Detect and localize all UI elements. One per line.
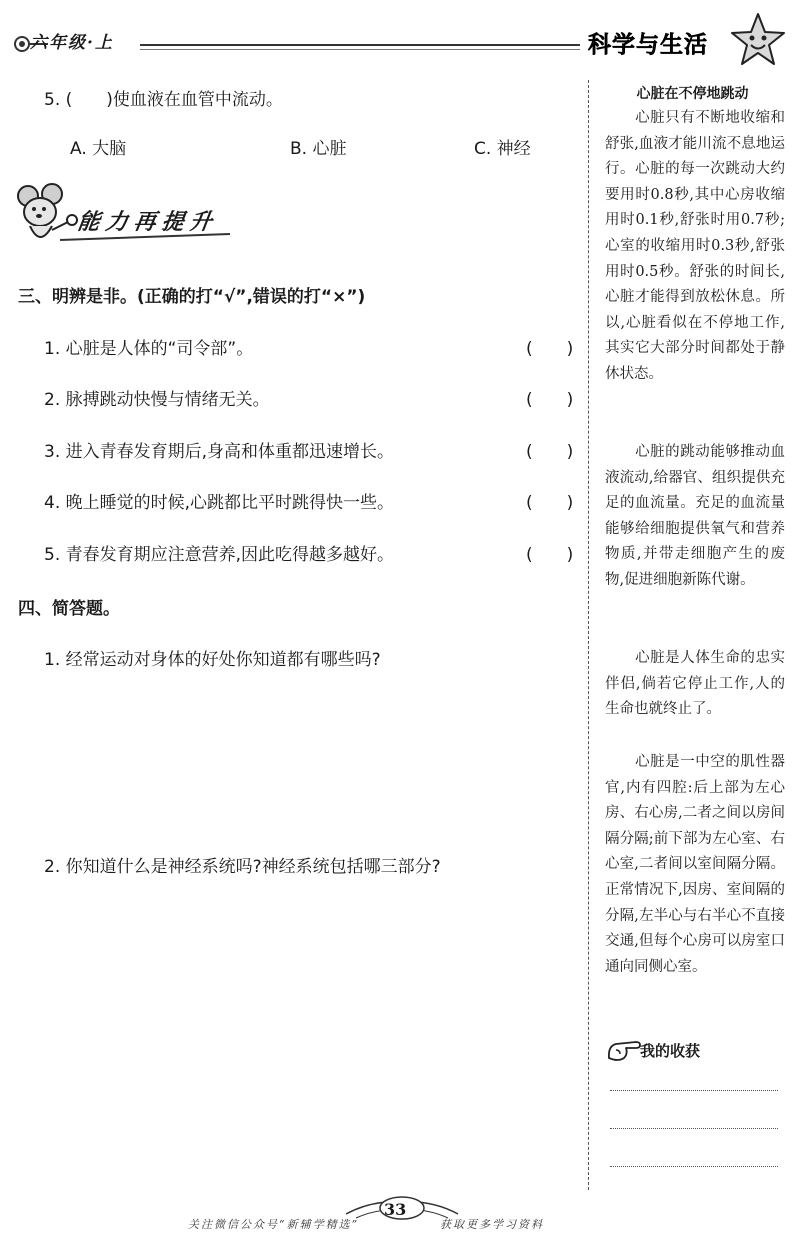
judgement-item-1: 1. 心脏是人体的“司令部”。: [44, 339, 254, 359]
header-rule: [140, 44, 580, 46]
answer-paren-1: ( ): [526, 339, 574, 359]
answer-paren-3: ( ): [526, 442, 574, 462]
header-rule-thin: [140, 49, 580, 50]
sidebar-paragraph-4: 心脏是一中空的肌性器官,内有四腔:后上部为左心房、右心房,二者之间以房间隔分隔;前下部为左心室、右心室,二者间以室间隔分隔。正常情况下,因房、室间隔的分隔,左半心与右半心不直接交通,但每个心房可以房室口通向同侧心室。: [605, 754, 785, 975]
judgement-item-5: 5. 青春发育期应注意营养,因此吃得越多越好。: [44, 545, 395, 565]
harvest-label: 我的收获: [640, 1042, 701, 1060]
series-title: 科学与生活: [588, 32, 708, 58]
judgement-item-2: 2. 脉搏跳动快慢与情绪无关。: [44, 390, 270, 410]
sidebar-title: 心脏在不停地跳动: [636, 86, 749, 102]
answer-paren-2: ( ): [526, 390, 574, 410]
page-number: 33: [384, 1200, 407, 1219]
smiling-star-icon: [728, 10, 788, 72]
answer-paren-4: ( ): [526, 493, 574, 513]
sidebar-divider: [588, 80, 589, 1190]
judgement-item-3: 3. 进入青春发育期后,身高和体重都迅速增长。: [44, 442, 395, 462]
footer-right-text: 获取更多学习资料: [440, 1218, 544, 1231]
question-5-stem: 5. ( )使血液在血管中流动。: [44, 90, 283, 110]
mouse-mascot-icon: [12, 182, 82, 252]
option-c: C. 神经: [474, 139, 531, 159]
sidebar-paragraph-2: 心脏的跳动能够推动血液流动,给器官、组织提供充足的血流量。充足的血流量能够给细胞提供氧气和营养物质,并带走细胞产生的废物,促进细胞新陈代谢。: [605, 444, 785, 588]
banner-title: 能力再提升: [75, 209, 220, 235]
sidebar-paragraph-3: 心脏是人体生命的忠实伴侣,倘若它停止工作,人的生命也就终止了。: [605, 650, 785, 718]
harvest-writing-line-1: [610, 1090, 778, 1091]
short-answer-question-2: 2. 你知道什么是神经系统吗?神经系统包括哪三部分?: [44, 857, 441, 877]
section-4-title: 四、简答题。: [18, 599, 120, 619]
section-3-title: 三、明辨是非。(正确的打“√”,错误的打“×”): [18, 287, 366, 307]
harvest-writing-line-2: [610, 1128, 778, 1129]
grade-label: 六年级·上: [30, 33, 114, 53]
option-a: A. 大脑: [70, 139, 127, 159]
answer-paren-5: ( ): [526, 545, 574, 565]
pointing-hand-icon: [606, 1036, 642, 1064]
short-answer-question-1: 1. 经常运动对身体的好处你知道都有哪些吗?: [44, 650, 381, 670]
harvest-writing-line-3: [610, 1166, 778, 1167]
option-b: B. 心脏: [290, 139, 347, 159]
sidebar-paragraph-1: 心脏只有不断地收缩和舒张,血液才能川流不息地运行。心脏的每一次跳动大约要用时0.8秒,其中心房收缩用时0.1秒,舒张时用0.7秒;心室的收缩用时0.3秒,舒张用时0.5秒。舒张的时间长,心脏才能得到放松休息。所以,心脏看似在不停地工作,其实它大部分时间都处于静休状态。: [605, 110, 785, 382]
judgement-item-4: 4. 晚上睡觉的时候,心跳都比平时跳得快一些。: [44, 493, 395, 513]
footer-left-text: 关注微信公众号“新辅学精选”: [188, 1218, 360, 1231]
